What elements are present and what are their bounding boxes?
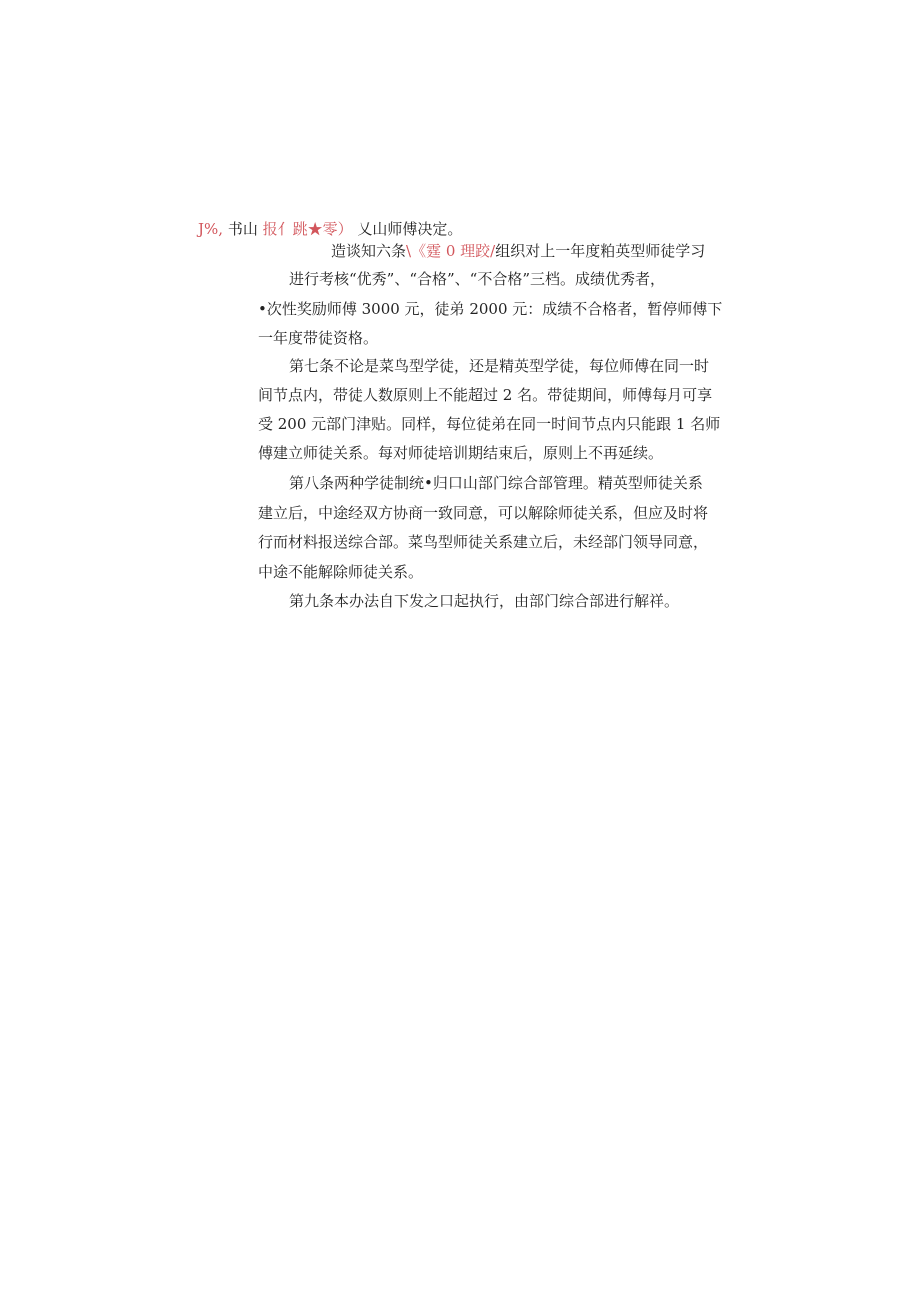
- article6-heading-1: 造谈知六条: [331, 242, 407, 260]
- article8-line: 第八条两种学徒制统•归口山部门综合部管理。精英型师徒关系: [289, 474, 703, 492]
- article7-line: 傅建立师徒关系。每对师徒培训期结束后，原则上不再延续。: [258, 444, 664, 462]
- article6-heading-line: [331, 240, 705, 262]
- header-fragment-4: 乂山师傅决定。: [357, 220, 463, 238]
- article6-heading-2: \《霆 0 理跤/: [406, 242, 496, 260]
- article6-line: 一年度带徒资格。: [258, 329, 379, 347]
- header-line: [198, 218, 462, 240]
- article8-line: 中途不能解除师徒关系。: [258, 563, 424, 581]
- article6-line: •次性奖励师傅 3000 元，徒弟 2000 元：成绩不合格者，暂停师傅下: [258, 300, 723, 318]
- article6-heading-3: 组织对上一年度粕英型师徒学习: [495, 242, 706, 260]
- header-fragment-1: J%,: [198, 220, 224, 238]
- article9-line: 第九条本办法自下发之口起执行，由部门综合部进行解祥。: [289, 592, 680, 610]
- header-fragment-2: 书山: [227, 220, 258, 238]
- article7-line: 受 200 元部门津贴。同样，每位徒弟在同一时间节点内只能跟 1 名师: [258, 415, 721, 433]
- article8-line: 建立后，中途经双方协商一致同意，可以解除师徒关系，但应及时将: [258, 504, 709, 522]
- header-fragment-3: 报亻跳★零）: [262, 220, 353, 238]
- article7-line: 间节点内，带徒人数原则上不能超过 2 名。带徒期间，师傅每月可享: [258, 386, 713, 404]
- article7-line: 第七条不论是菜鸟型学徒，还是精英型学徒，每位师傅在同一时: [289, 357, 710, 375]
- article8-line: 行而材料报送综合部。菜鸟型师徒关系建立后，未经部门领导同意，: [258, 533, 709, 551]
- article6-line: 进行考核“优秀”、“合格”、“不合格”三档。成绩优秀者，: [289, 270, 666, 288]
